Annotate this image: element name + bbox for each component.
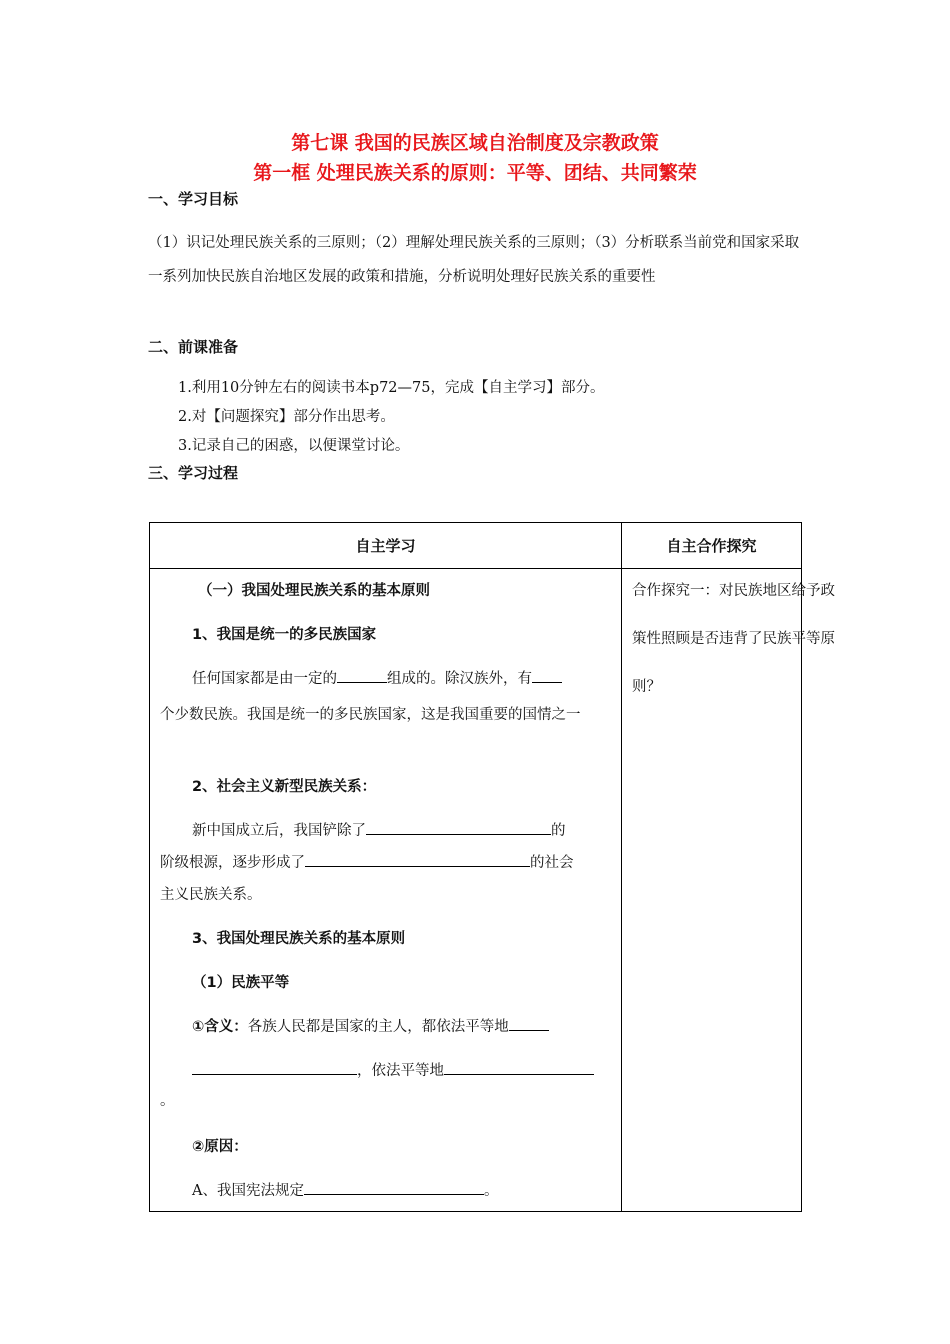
lesson-title: 第七课 我国的民族区域自治制度及宗教政策 bbox=[291, 132, 659, 154]
learning-goals-text: （1）识记处理民族关系的三原则；（2）理解处理民族关系的三原则；（3）分析联系当前党和国家采取一系列加快民族自治地区发展的政策和措施，分析说明处理好民族关系的重要性 bbox=[148, 235, 800, 285]
point-1-line-2: 个少数民族。我国是统一的多民族国家，这是我国重要的国情之一 bbox=[160, 707, 581, 723]
sub-heading-equality: （1）民族平等 bbox=[192, 975, 290, 991]
blank-field[interactable] bbox=[532, 667, 562, 683]
cooperative-question: 合作探究一：对民族地区给予政策性照顾是否违背了民族平等原则？ bbox=[632, 583, 835, 695]
prep-item-3: 3.记录自己的困惑，以便课堂讨论。 bbox=[178, 438, 410, 454]
reason-line-1: A、我国宪法规定 。 bbox=[192, 1179, 498, 1200]
point-3-heading: 3、我国处理民族关系的基本原则 bbox=[192, 931, 406, 947]
meaning-line-2: ，依法平等地 bbox=[192, 1059, 594, 1080]
blank-field[interactable] bbox=[444, 1059, 594, 1075]
part-heading: （一）我国处理民族关系的基本原则 bbox=[198, 583, 430, 599]
meaning-line-1: ①含义：各族人民都是国家的主人，都依法平等地 bbox=[192, 1015, 549, 1036]
point-1-line-1: 任何国家都是由一定的 组成的。除汉族外，有 bbox=[192, 667, 562, 688]
point-2-line-2: 阶级根源，逐步形成了 的社会 bbox=[160, 851, 574, 872]
prep-item-2: 2.对【问题探究】部分作出思考。 bbox=[178, 409, 395, 425]
point-2-heading: 2、社会主义新型民族关系： bbox=[192, 779, 377, 795]
heading-learning-goals: 一、学习目标 bbox=[148, 190, 239, 208]
section-title: 第一框 处理民族关系的原则：平等、团结、共同繁荣 bbox=[253, 162, 697, 184]
learning-table bbox=[149, 522, 835, 1212]
blank-field[interactable] bbox=[509, 1015, 549, 1031]
col-header-cooperative: 自主合作探究 bbox=[622, 523, 802, 569]
blank-field[interactable] bbox=[192, 1059, 357, 1075]
col-header-self-study: 自主学习 bbox=[150, 523, 622, 569]
meaning-end: 。 bbox=[160, 1093, 175, 1109]
self-study-cell bbox=[150, 569, 622, 1212]
cooperative-cell bbox=[622, 569, 835, 1212]
point-2-line-3: 主义民族关系。 bbox=[160, 887, 262, 903]
blank-field[interactable] bbox=[366, 819, 551, 835]
blank-field[interactable] bbox=[304, 1179, 484, 1195]
heading-preparation: 二、前课准备 bbox=[148, 338, 239, 356]
point-1-heading: 1、我国是统一的多民族国家 bbox=[192, 627, 377, 643]
blank-field[interactable] bbox=[337, 667, 387, 683]
prep-item-1: 1.利用10分钟左右的阅读书本p72—75，完成【自主学习】部分。 bbox=[178, 380, 605, 396]
heading-learning-process: 三、学习过程 bbox=[148, 464, 239, 482]
blank-field[interactable] bbox=[305, 851, 530, 867]
reason-heading: ②原因： bbox=[192, 1139, 248, 1155]
point-2-line-1: 新中国成立后，我国铲除了 的 bbox=[192, 819, 566, 840]
